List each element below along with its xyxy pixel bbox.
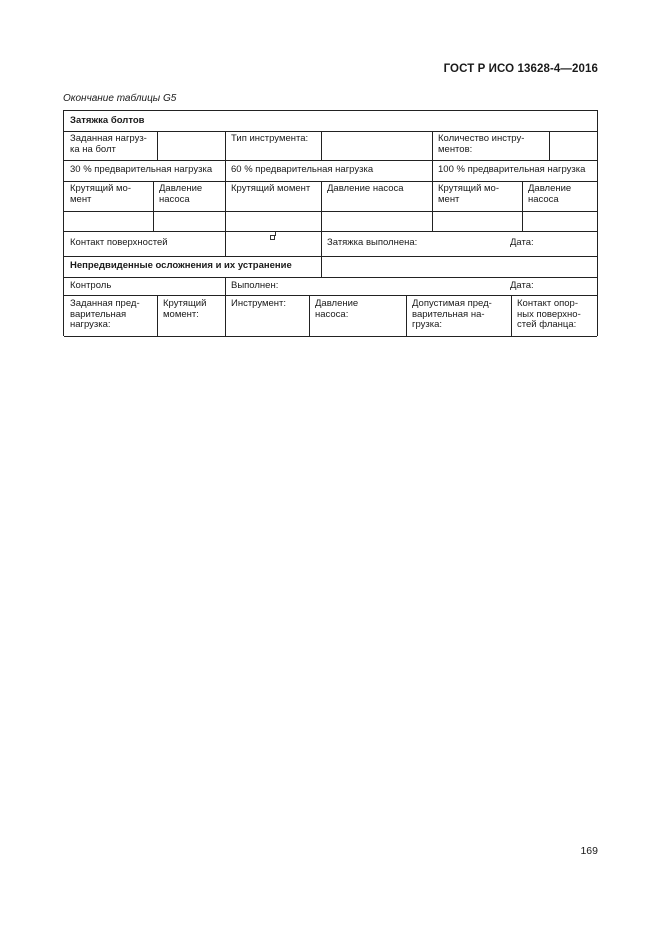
tool-type-label: Тип инструмента: [231, 133, 309, 144]
preload-target-label: Заданная нагруз- ка на болт [70, 133, 147, 155]
tool-type-value[interactable] [321, 131, 432, 160]
checkmark-icon [275, 232, 276, 236]
torque-60-value[interactable] [225, 211, 321, 231]
issues-value[interactable] [321, 256, 597, 277]
tightening-date-label: Дата: [510, 237, 534, 248]
torque-100-value[interactable] [432, 211, 522, 231]
tightening-done-label: Затяжка выполнена: [327, 237, 418, 248]
pressure-60-header: Давление насоса [327, 183, 404, 194]
pressure-100-header: Давление насоса [528, 183, 572, 205]
performed-label: Выполнен: [231, 280, 279, 291]
pressure-60-value[interactable] [321, 211, 432, 231]
torque-30-header: Крутящий мо- мент [70, 183, 132, 205]
torque-60-header: Крутящий момент [231, 183, 311, 194]
tool-count-label: Количество инстру- ментов: [438, 133, 525, 155]
preload-30-header: 30 % предварительная нагрузка [70, 164, 213, 175]
torque-label: Крутящий момент: [163, 298, 207, 320]
tool-count-value[interactable] [549, 131, 597, 160]
bolt-tightening-table [63, 110, 598, 336]
allowed-preload-label: Допустимая пред- варительная на- грузка: [412, 298, 492, 330]
pressure-30-header: Давление насоса [159, 183, 203, 205]
control-label: Контроль [70, 280, 112, 291]
surface-contact-label: Контакт поверхностей [70, 237, 168, 248]
torque-100-header: Крутящий мо- мент [438, 183, 500, 205]
instrument-label: Инструмент: [231, 298, 287, 309]
document-header: ГОСТ Р ИСО 13628-4—2016 [443, 63, 598, 75]
flange-contact-label: Контакт опор- ных поверхно- стей фланца: [517, 298, 581, 330]
pump-pressure-label: Давление насоса: [315, 298, 359, 320]
torque-30-value[interactable] [64, 211, 153, 231]
page-number: 169 [580, 845, 598, 857]
preload-60-header: 60 % предварительная нагрузка [231, 164, 374, 175]
pressure-30-value[interactable] [153, 211, 225, 231]
row-divider [64, 336, 597, 337]
preload-100-header: 100 % предварительная нагрузка [438, 164, 586, 175]
preload-set-label: Заданная пред- варительная нагрузка: [70, 298, 140, 330]
preload-target-value[interactable] [157, 131, 225, 160]
control-date-label: Дата: [510, 280, 534, 291]
pressure-100-value[interactable] [522, 211, 597, 231]
table-caption: Окончание таблицы G5 [63, 93, 177, 104]
section-heading-bolt-tightening: Затяжка болтов [70, 115, 145, 126]
section-heading-issues: Непредвиденные осложнения и их устранение [70, 260, 292, 271]
